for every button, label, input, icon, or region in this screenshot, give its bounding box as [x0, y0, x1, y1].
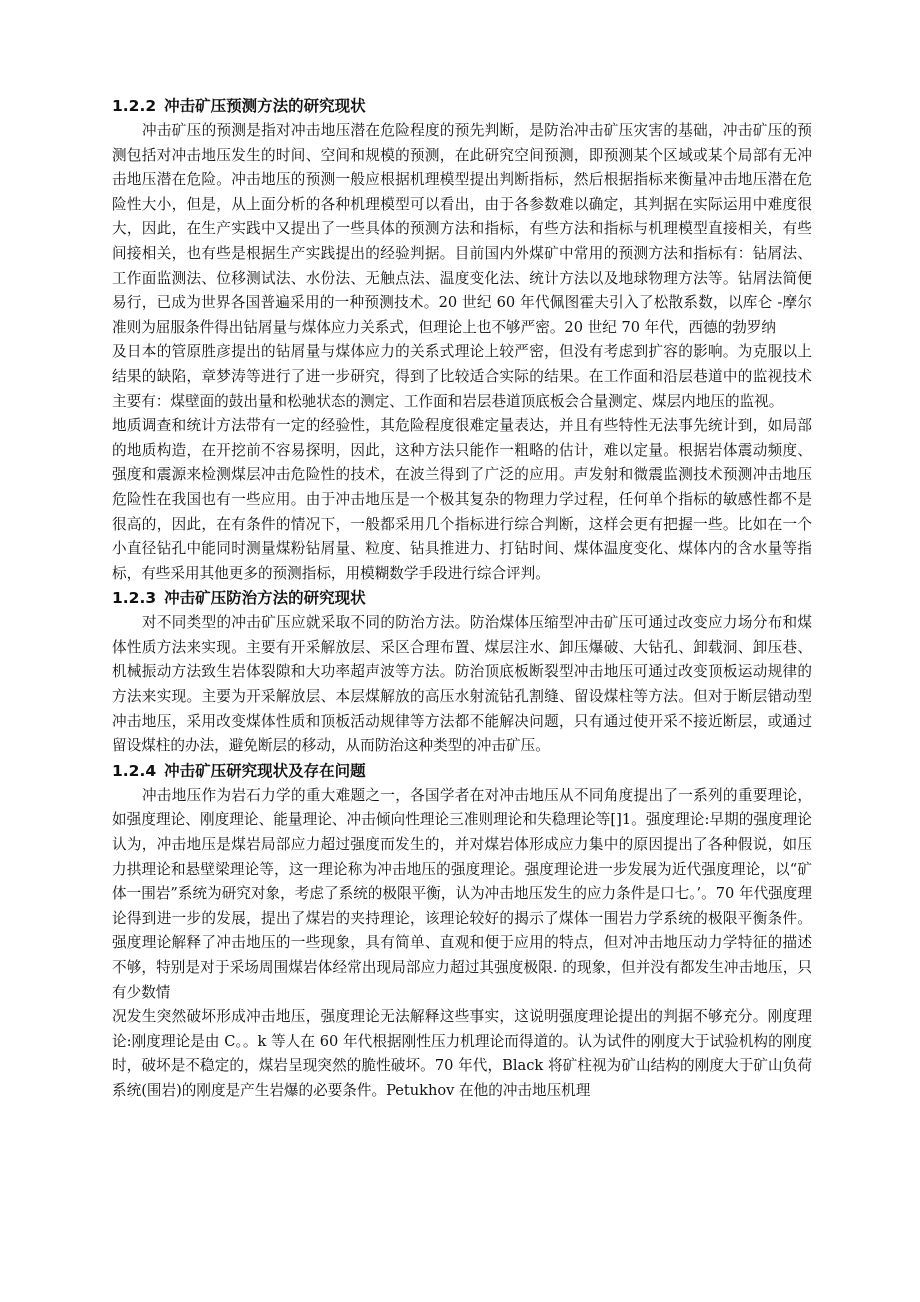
section-title: 冲击矿压研究现状及存在问题	[164, 761, 366, 780]
paragraph-prediction-continued: 及日本的管原胜彦提出的钻屑量与煤体应力的关系式理论上较严密，但没有考虑到扩容的影响。为克服以上结果的缺陷，章梦涛等进行了进一步研究，得到了比较适合实际的结果。在工作面和沿层巷道中的监视技术主要有：煤壁面的鼓出量和松驰状态的测定、工作面和岩层巷道顶底板会合量测定、煤层内地压的监视。	[112, 343, 812, 410]
section-heading-1-2-2	[112, 94, 812, 119]
paragraph-prevention-methods: 对不同类型的冲击矿压应就采取不同的防治方法。防治煤体压缩型冲击矿压可通过改变应力场分布和煤体性质方法来实现。主要有开采解放层、采区合理布置、煤层注水、卸压爆破、大钻孔、卸载洞、卸压巷、机械振动方法致生岩体裂隙和大功率超声波等方法。防治顶底板断裂型冲击地压可通过改变顶板运动规律的方法来实现。主要为开采解放层、本层煤解放的高压水射流钻孔割缝、留设煤柱等方法。但对于断层错动型冲击地压，采用改变煤体性质和顶板活动规律等方法都不能解决问题，只有通过使开采不接近断层，或通过留设煤柱的办法，避免断层的移动，从而防治这种类型的冲击矿压。	[112, 614, 812, 755]
section-heading-1-2-4	[112, 759, 812, 784]
paragraph-prediction-intro: 冲击矿压的预测是指对冲击地压潜在危险程度的预先判断，是防治冲击矿压灾害的基础，冲击矿压的预测包括对冲击地压发生的时间、空间和规模的预测，在此研究空间预测，即预测某个区域或某个局部有无冲击地压潜在危险。冲击地压的预测一般应根据机理模型提出判断指标，然后根据指标来衡量冲击地压潜在危险性大小，但是，从上面分析的各种机理模型可以看出，由于各参数难以确定，其判据在实际运用中难度很大，因此，在生产实践中又提出了一些具体的预测方法和指标，有些方法和指标与机理模型直接相关，有些间接相关，也有些是根据生产实践提出的经验判据。目前国内外煤矿中常用的预测方法和指标有：钻屑法、工作面监测法、位移测试法、水份法、无触点法、温度变化法、统计方法以及地球物理方法等。钻屑法简便易行，已成为世界各国普遍采用的一种预测技术。20 世纪 60 年代佩图霍夫引入了松散系数，以库仑 -摩尔准则为屈服条件得出钻屑量与煤体应力关系式，但理论上也不够严密。20 世纪 70 年代，西德的勃罗纳	[112, 122, 812, 336]
paragraph-stiffness-theory: 况发生突然破坏形成冲击地压，强度理论无法解释这些事实，这说明强度理论提出的判据不够充分。刚度理论:刚度理论是由 C。。k 等人在 60 年代根据刚性压力机理论而得道的。认为试件的刚度大于试验机构的刚度时，破坏是不稳定的，煤岩呈现突然的脆性破坏。70 年代，Black 将矿柱视为矿山结构的刚度大于矿山负荷系统(围岩)的刚度是产生岩爆的必要条件。Petukhov 在他的冲击地压机理	[112, 1008, 812, 1099]
section-title: 冲击矿压预测方法的研究现状	[164, 97, 366, 115]
paragraph-research-status: 冲击地压作为岩石力学的重大难题之一，各国学者在对冲击地压从不同角度提出了一系列的重要理论，如强度理论、刚度理论、能量理论、冲击倾向性理论三准则理论和失稳理论等[]1。强度理论:早期的强度理论认为，冲击地压是煤岩局部应力超过强度而发生的，并对煤岩体形成应力集中的原因提出了各种假说，如压力拱理论和悬壁梁理论等，这一理论称为冲击地压的强度理论。强度理论进一步发展为近代强度理论，以“矿体一围岩”系统为研究对象，考虑了系统的极限平衡，认为冲击地压发生的应力条件是口七。’。70 年代强度理论得到进一步的发展，提出了煤岩的夹持理论，该理论较好的揭示了煤体一围岩力学系统的极限平衡条件。强度理论解释了冲击地压的一些现象，具有简单、直观和便于应用的特点，但对冲击地压动力学特征的描述不够，特别是对于采场周围煤岩体经常出现局部应力超过其强度极限. 的现象，但并没有都发生冲击地压，只有少数情	[112, 786, 812, 1001]
section-number: 1.2.4	[112, 761, 157, 780]
section-number: 1.2.3	[112, 589, 157, 608]
document-page	[112, 94, 812, 1104]
section-title: 冲击矿压防治方法的研究现状	[164, 589, 366, 608]
paragraph-geological-survey: 地质调查和统计方法带有一定的经验性，其危险程度很难定量表达，并且有些特性无法事先统计到，如局部的地质构造，在开挖前不容易探明，因此，这种方法只能作一粗略的估计，难以定量。根据岩体震动频度、强度和震源来检测煤层冲击危险性的技术，在波兰得到了广泛的应用。声发射和微震监测技术预测冲击地压危险性在我国也有一些应用。由于冲击地压是一个极其复杂的物理力学过程，任何单个指标的敏感性都不是很高的，因此，在有条件的情况下，一般都采用几个指标进行综合判断，这样会更有把握一些。比如在一个小直径钻孔中能同时测量煤粉钻屑量、粒度、钻具推进力、打钻时间、煤体温度变化、煤体内的含水量等指标，有些采用其他更多的预测指标，用模糊数学手段进行综合评判。	[112, 417, 812, 582]
section-number: 1.2.2	[112, 97, 157, 115]
section-heading-1-2-3	[112, 586, 812, 611]
